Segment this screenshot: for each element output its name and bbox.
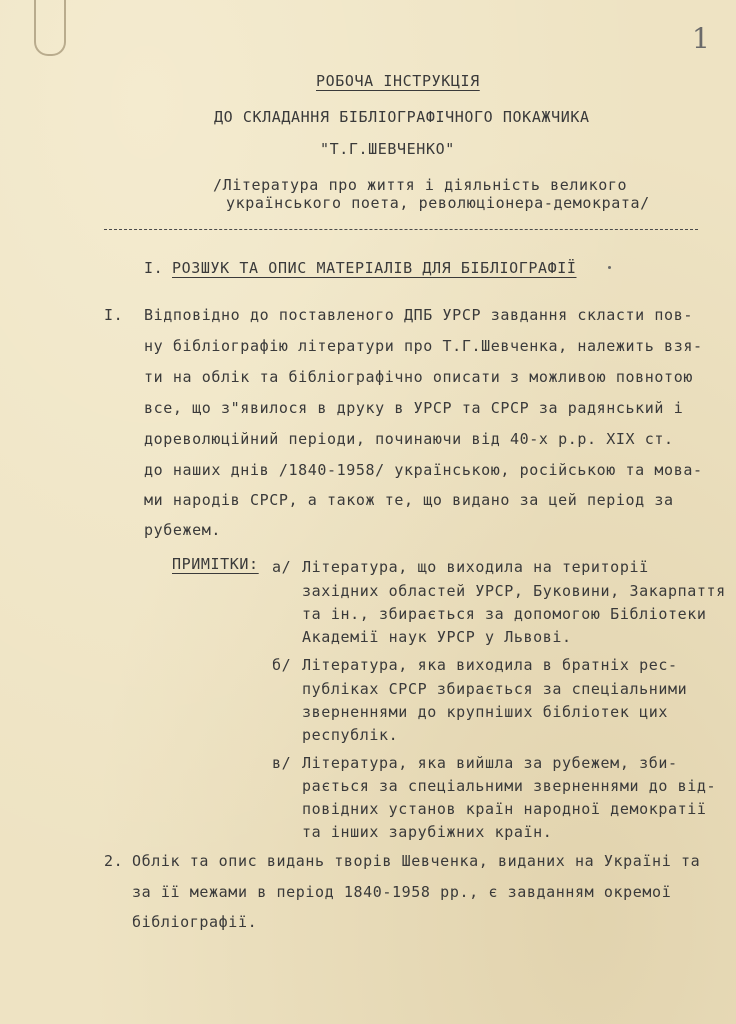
item-2-line: за її межами в період 1840-1958 рр., є завданням окремої	[132, 883, 672, 901]
note-c-line: повідних установ країн народної демократії	[302, 800, 707, 818]
note-c-line: та інших зарубіжних країн.	[302, 823, 553, 841]
header-divider	[104, 229, 698, 230]
item-1-line: ти на облік та бібліографічно описати з можливою повнотою	[144, 368, 693, 386]
item-1-line: рубежем.	[144, 521, 222, 539]
item-2-number: 2.	[104, 852, 124, 870]
document-title: РОБОЧА ІНСТРУКЦІЯ	[316, 72, 480, 90]
item-2-line: бібліографії.	[132, 913, 258, 931]
note-a-line: Література, що виходила на території	[302, 558, 649, 576]
section-number: І.	[144, 259, 164, 277]
note-c-line: рається за спеціальними зверненнями до від-	[302, 777, 717, 795]
note-a-line: та ін., збирається за допомогою Бібліотеки	[302, 605, 707, 623]
item-1-line: Відповідно до поставленого ДПБ УРСР завдання скласти пов-	[144, 306, 693, 324]
item-1-line: до наших днів /1840-1958/ українською, російською та мова-	[144, 461, 703, 479]
item-1-number: І.	[104, 306, 124, 324]
note-b-line: публіках СРСР збирається за спеціальними	[302, 680, 688, 698]
item-2-line: Облік та опис видань творів Шевченка, виданих на Україні та	[132, 852, 701, 870]
document-subtitle-line-1: ДО СКЛАДАННЯ БІБЛІОГРАФІЧНОГО ПОКАЖЧИКА	[214, 108, 590, 126]
note-a-line: західних областей УРСР, Буковини, Закарпаття	[302, 582, 726, 600]
note-a-marker: а/	[272, 558, 292, 576]
notes-label: ПРИМІТКИ:	[172, 555, 259, 573]
item-1-line: ну бібліографію літератури про Т.Г.Шевченка, належить взя-	[144, 337, 703, 355]
document-descriptor-line-1: /Література про життя і діяльність великого	[213, 176, 628, 194]
ink-dot	[608, 266, 611, 269]
note-b-line: республік.	[302, 726, 399, 744]
document-descriptor-line-2: українського поета, революціонера-демократа/	[226, 194, 650, 212]
paper-clip-mark	[34, 0, 66, 56]
document-subtitle-line-2: "Т.Г.ШЕВЧЕНКО"	[320, 140, 455, 158]
page-number: 1	[692, 22, 710, 55]
note-b-marker: б/	[272, 656, 292, 674]
item-1-line: ми народів СРСР, а також те, що видано за цей період за	[144, 491, 674, 509]
item-1-line: дореволюційний періоди, починаючи від 40-х р.р. XIX ст.	[144, 430, 674, 448]
item-1-line: все, що з"явилося в друку в УРСР та СРСР за радянський і	[144, 399, 684, 417]
note-c-line: Література, яка вийшла за рубежем, зби-	[302, 754, 678, 772]
note-a-line: Академії наук УРСР у Львові.	[302, 628, 572, 646]
section-heading: РОЗШУК ТА ОПИС МАТЕРІАЛІВ ДЛЯ БІБЛІОГРАФІЇ	[172, 259, 577, 277]
note-b-line: зверненнями до крупніших бібліотек цих	[302, 703, 668, 721]
note-c-marker: в/	[272, 754, 292, 772]
note-b-line: Література, яка виходила в братніх рес-	[302, 656, 678, 674]
